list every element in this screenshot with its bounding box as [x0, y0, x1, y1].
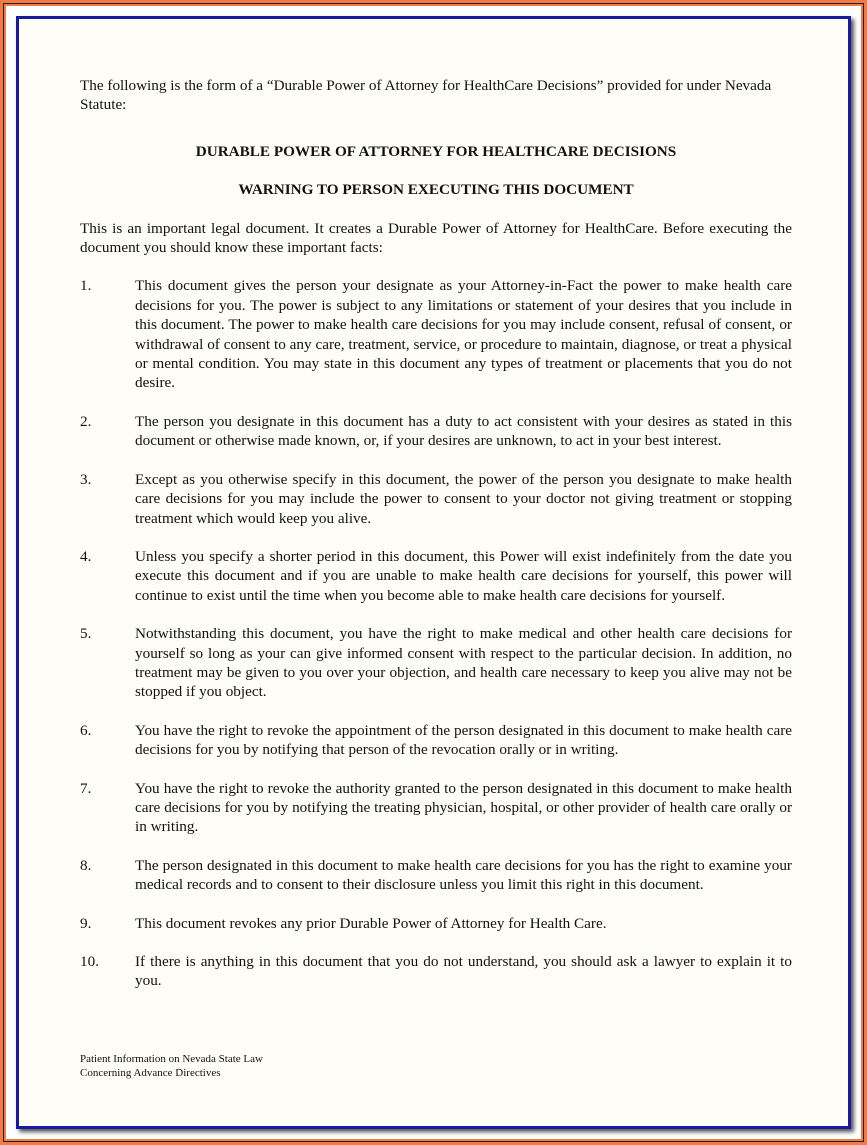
item-number: 7.	[80, 779, 92, 797]
footer	[80, 1052, 263, 1080]
item-text: You have the right to revoke the appointment of the person designated in this document to make health care decisions for you by notifying that person of the revocation orally or in writing.	[135, 721, 792, 759]
item-number: 10.	[80, 953, 99, 970]
item-text: This document gives the person your designate as your Attorney-in-Fact the power to make health care decisions for you. The power is subject to any limitations or statement of your desires that you include in this document. The power to make health care decisions for you may include consent, refusal of consent, or withdrawal of consent to any care, treatment, service, or procedure to maintain, diagnose, or treat a physical or mental condition. You may state in this document any types of treatment or placements that you do not desire.	[135, 277, 792, 392]
item-number: 8.	[80, 856, 92, 874]
list-item	[80, 470, 792, 528]
list-item	[80, 547, 792, 605]
item-number: 6.	[80, 721, 92, 739]
list-item	[80, 914, 792, 933]
list-item	[80, 952, 792, 991]
document-body	[80, 76, 792, 1010]
item-text: You have the right to revoke the authority granted to the person designated in this document to make health care decisions for you by notifying the treating physician, hospital, or other provider of health care orally or in writing.	[135, 779, 792, 836]
footer-line-2: Concerning Advance Directives	[80, 1067, 221, 1079]
item-number: 9.	[80, 914, 92, 932]
item-text: Notwithstanding this document, you have the right to make medical and other health care decisions for yourself so long as your can give informed consent with respect to the particular decision. In addition, no treatment may be given to you over your objection, and health care necessary to keep you alive may not be stopped if you object.	[135, 625, 792, 701]
item-number: 5.	[80, 625, 92, 643]
item-number: 4.	[80, 547, 92, 565]
lead-paragraph: This is an important legal document. It creates a Durable Power of Attorney for HealthCare. Before executing the document you should know these important facts:	[80, 219, 792, 257]
list-item	[80, 856, 792, 895]
footer-line-1: Patient Information on Nevada State Law	[80, 1053, 263, 1065]
item-text: Except as you otherwise specify in this document, the power of the person you designate to make health care decisions for you may include the power to consent to your doctor not giving treatment or stopping treatment which would keep you alive.	[135, 470, 792, 527]
list-item	[80, 624, 792, 702]
list-item	[80, 412, 792, 451]
list-item	[80, 721, 792, 760]
numbered-list	[80, 276, 792, 990]
intro-text: The following is the form of a “Durable Power of Attorney for HealthCare Decisions” provided for under Nevada Statute:	[80, 77, 772, 114]
item-text: The person you designate in this document has a duty to act consistent with your desires as stated in this document or otherwise made known, or, if your desires are unknown, to act in your best interest.	[135, 412, 792, 450]
item-number: 1.	[80, 277, 92, 295]
list-item	[80, 276, 792, 392]
item-text: Unless you specify a shorter period in this document, this Power will exist indefinitely from the date you execute this document and if you are unable to make health care decisions for yourself, this power will continue to exist until the time when you become able to make health care decisions for yourself.	[135, 547, 792, 604]
document-page	[16, 16, 851, 1129]
item-text: The person designated in this document to make health care decisions for you has the right to examine your medical records and to consent to their disclosure unless you limit this right in this document.	[135, 856, 792, 894]
item-text: This document revokes any prior Durable Power of Attorney for Health Care.	[135, 914, 607, 932]
list-item	[80, 779, 792, 837]
item-number: 3.	[80, 470, 92, 488]
document-title: DURABLE POWER OF ATTORNEY FOR HEALTHCARE DECISIONS	[195, 142, 677, 160]
item-number: 2.	[80, 412, 92, 430]
warning-heading: WARNING TO PERSON EXECUTING THIS DOCUMENT	[238, 181, 634, 199]
item-text: If there is anything in this document that you do not understand, you should ask a lawyer to explain it to you.	[135, 953, 792, 990]
